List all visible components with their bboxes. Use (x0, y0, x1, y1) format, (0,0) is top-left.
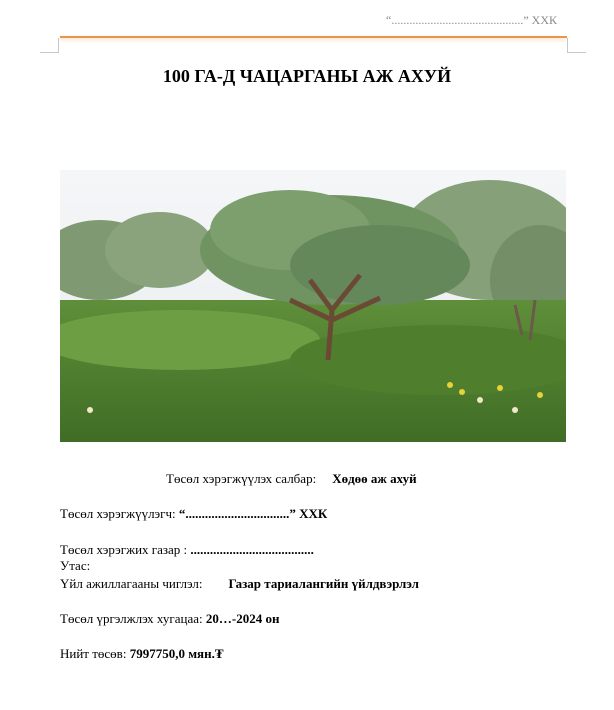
duration-line (60, 611, 279, 627)
location-label: Төсөл хэрэгжих газар : (60, 542, 191, 557)
sector-line (166, 471, 417, 487)
header-corner-mark-right (567, 38, 586, 53)
cost-line (60, 646, 224, 662)
duration-label: Төсөл үргэлжлэх хугацаа: (60, 611, 206, 626)
sea-buckthorn-photo (60, 170, 566, 442)
phone-line (60, 558, 90, 574)
activity-line (60, 576, 419, 592)
activity-value: Газар тариалангийн үйлдвэрлэл (228, 576, 419, 591)
implementer-label: Төсөл хэрэгжүүлэгч: (60, 506, 179, 521)
header-corner-mark-left (40, 38, 59, 53)
sector-label: Төсөл хэрэгжүүлэх салбар: (166, 471, 317, 486)
phone-label: Утас: (60, 558, 91, 573)
page-header-text: “............................................” ХХК (386, 13, 557, 27)
implementer-line (60, 506, 327, 522)
document-title: 100 ГА-Д ЧАЦАРГАНЫ АЖ АХУЙ (162, 66, 452, 86)
duration-value: 20…-2024 он (205, 611, 280, 626)
sector-value: Хөдөө аж ахуй (332, 471, 417, 486)
header-divider (60, 36, 567, 38)
location-value: ...................................... (190, 542, 314, 557)
cost-label: Нийт төсөв: (60, 646, 130, 661)
activity-label: Үйл ажиллагааны чиглэл: (60, 576, 203, 591)
cost-value: 7997750,0 мян.₮ (129, 646, 224, 661)
location-line (60, 542, 314, 558)
implementer-value: “................................” ХХК (178, 506, 328, 521)
